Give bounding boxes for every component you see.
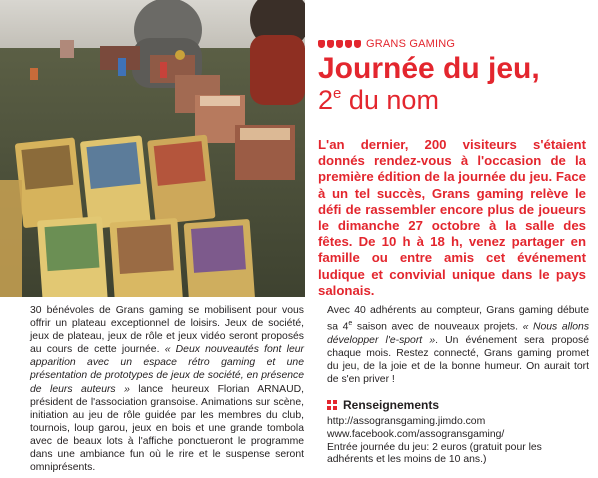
body-column-2 bbox=[327, 304, 589, 386]
col2-text-2: saison avec de nouveaux projets. bbox=[352, 321, 523, 333]
lead-paragraph: L'an dernier, 200 visiteurs s'étaient donnés rendez-vous à l'occasion de la première édition de la journée du jeu. Face à un tel succès, Grans gaming relève le défi de rassembler encore plus de joueurs le dimanche 27 octobre à la salle des fêtes. De 10 h à 18 h, venez partager en famille ou entre amis cet événement ludique et convivial unique dans le pays salonais. bbox=[318, 137, 586, 298]
article-title bbox=[318, 52, 588, 115]
col2-text-3: . Un événement sera proposé chaque mois. Restez connecté, Grans gaming promet du jeu, de la joie et de la bonne humeur. On aurait tort de s'en priver ! bbox=[327, 334, 589, 385]
info-title: Renseignements bbox=[343, 398, 440, 412]
info-block bbox=[327, 416, 589, 467]
kicker-dots-icon bbox=[318, 40, 361, 48]
info-squares-icon bbox=[327, 400, 337, 410]
col1-quote: « Deux nouveautés font leur apparition avec un espace rétro gaming et une présentation de prototypes de jeux de société, en présence de leurs auteurs » bbox=[30, 344, 304, 395]
info-website[interactable]: http://assogransgaming.jimdo.com bbox=[327, 416, 486, 427]
info-header bbox=[327, 398, 439, 412]
title-superscript: e bbox=[333, 85, 342, 102]
info-facebook[interactable]: www.facebook.com/assogransgaming/ bbox=[327, 428, 505, 440]
board-game-photo bbox=[0, 0, 305, 297]
kicker-label: GRANS GAMING bbox=[366, 38, 456, 50]
col2-superscript: e bbox=[348, 320, 353, 328]
col2-quote: « Nous allons développer l'e-sport » bbox=[327, 321, 590, 346]
col2-text-1: Avec 40 adhérents au compteur, Grans gaming débute sa 4 bbox=[327, 305, 589, 333]
title-rest: du nom bbox=[341, 85, 439, 115]
col1-text-2: lance heureux Florian ARNAUD, président de l'association gransoise. Animations sur scène, initiation au jeu de rôle guidée par les membres du club, tournois, loup garou, jeux en bois et une grande tombola avec de beaux lots à l'affiche ponctueront le programme dans une ambiance fun où le rire et le suspense seront omniprésents. bbox=[30, 383, 304, 474]
info-price: Entrée journée du jeu: 2 euros (gratuit pour les adhérents et les moins de 10 ans.) bbox=[327, 441, 542, 466]
title-line-1: Journée du jeu, bbox=[318, 52, 540, 85]
title-line-2 bbox=[318, 85, 588, 115]
body-column-1 bbox=[30, 304, 304, 474]
kicker bbox=[318, 38, 455, 50]
col1-text-1: 30 bénévoles de Grans gaming se mobilisent pour vous offrir un plateau exceptionnel de loisirs. Jeux de société, jeux de plateau, jeux de rôle et jeux vidéo seront proposés au cours de cette journée. bbox=[30, 305, 304, 356]
title-number: 2 bbox=[318, 85, 334, 115]
